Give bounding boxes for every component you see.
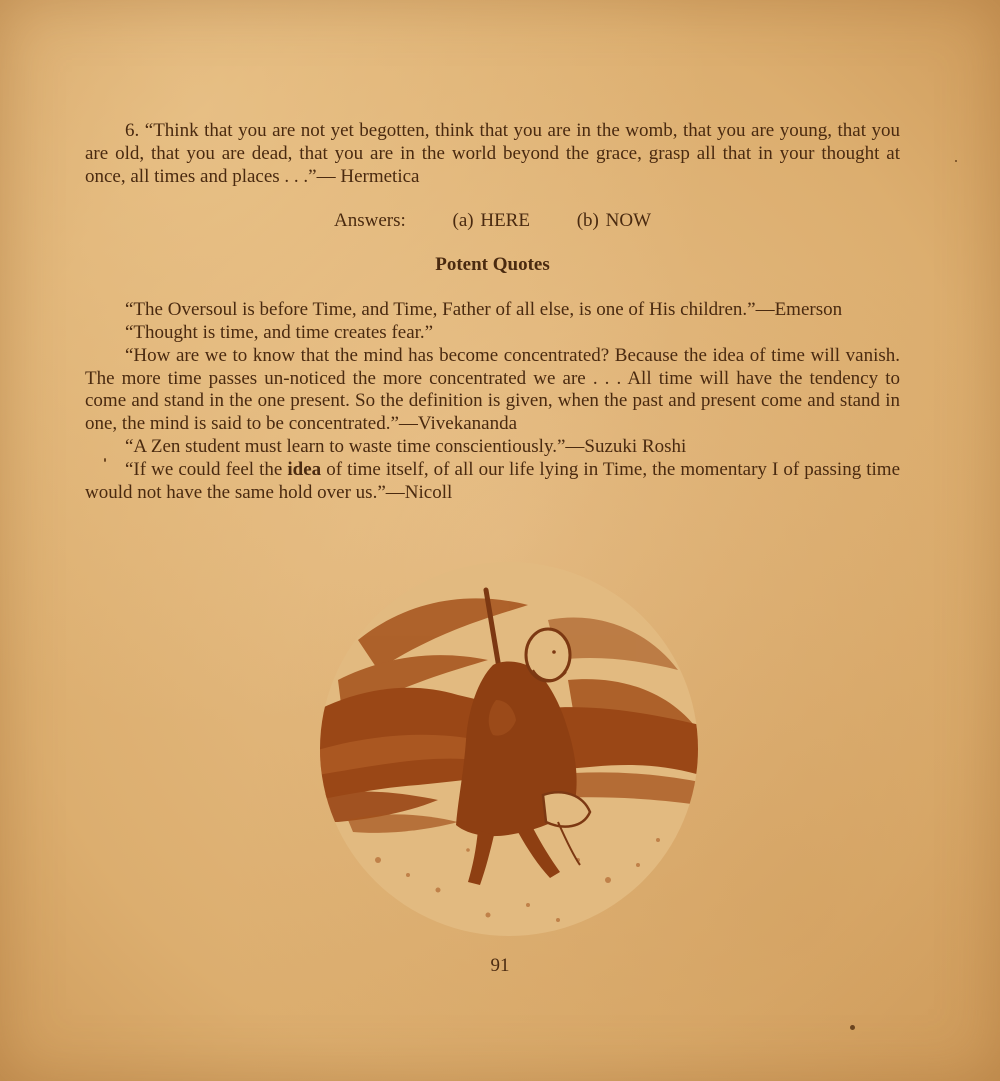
page-text (85, 120, 900, 504)
answer-a: (a) HERE (452, 210, 530, 232)
quote-nicoll-after: of time itself, of all our life lying in Time, the momentary I of passing time would not have the same hold over us.”—Nicoll (85, 458, 901, 503)
answer-b: (b) NOW (576, 210, 651, 232)
quote-nicoll-before: “If we could feel the (125, 458, 288, 480)
page-number: 91 (490, 955, 510, 976)
quote-vivekananda: “How are we to know that the mind has become concentrated? Because the idea of time will vanish. The more time passes un-noticed the more concentrated we are . . . All time will have the tendency to come and stand in the one present. So the definition is given, when the past and present come and stand in one, the mind is said to be concentrated.”—Vivekananda (85, 344, 900, 435)
illustration-scene (318, 560, 700, 938)
quote-suzuki-roshi: “A Zen student must learn to waste time conscientiously.”—Suzuki Roshi (125, 435, 687, 457)
paper-speck (104, 458, 106, 462)
quote-nicoll-bold-word: idea (287, 458, 322, 480)
answers-label: Answers: (333, 210, 406, 232)
quote-nicoll (85, 459, 900, 505)
item-6-paragraph: 6. “Think that you are not yet begotten, think that you are in the womb, that you are young, that you are old, that you are dead, that you are in the world beyond the grace, grasp all that in your thought at once, all times and places . . .”— Hermetica (85, 120, 900, 187)
paper-speck (955, 160, 957, 162)
zen-monk-illustration (318, 560, 700, 938)
quote-thought-time: “Thought is time, and time creates fear.” (125, 321, 434, 343)
answers-line (85, 210, 900, 234)
section-heading: Potent Quotes (435, 254, 550, 276)
quote-emerson: “The Oversoul is before Time, and Time, Father of all else, is one of His children.”—Emerson (125, 299, 843, 321)
paper-speck (850, 1025, 855, 1030)
